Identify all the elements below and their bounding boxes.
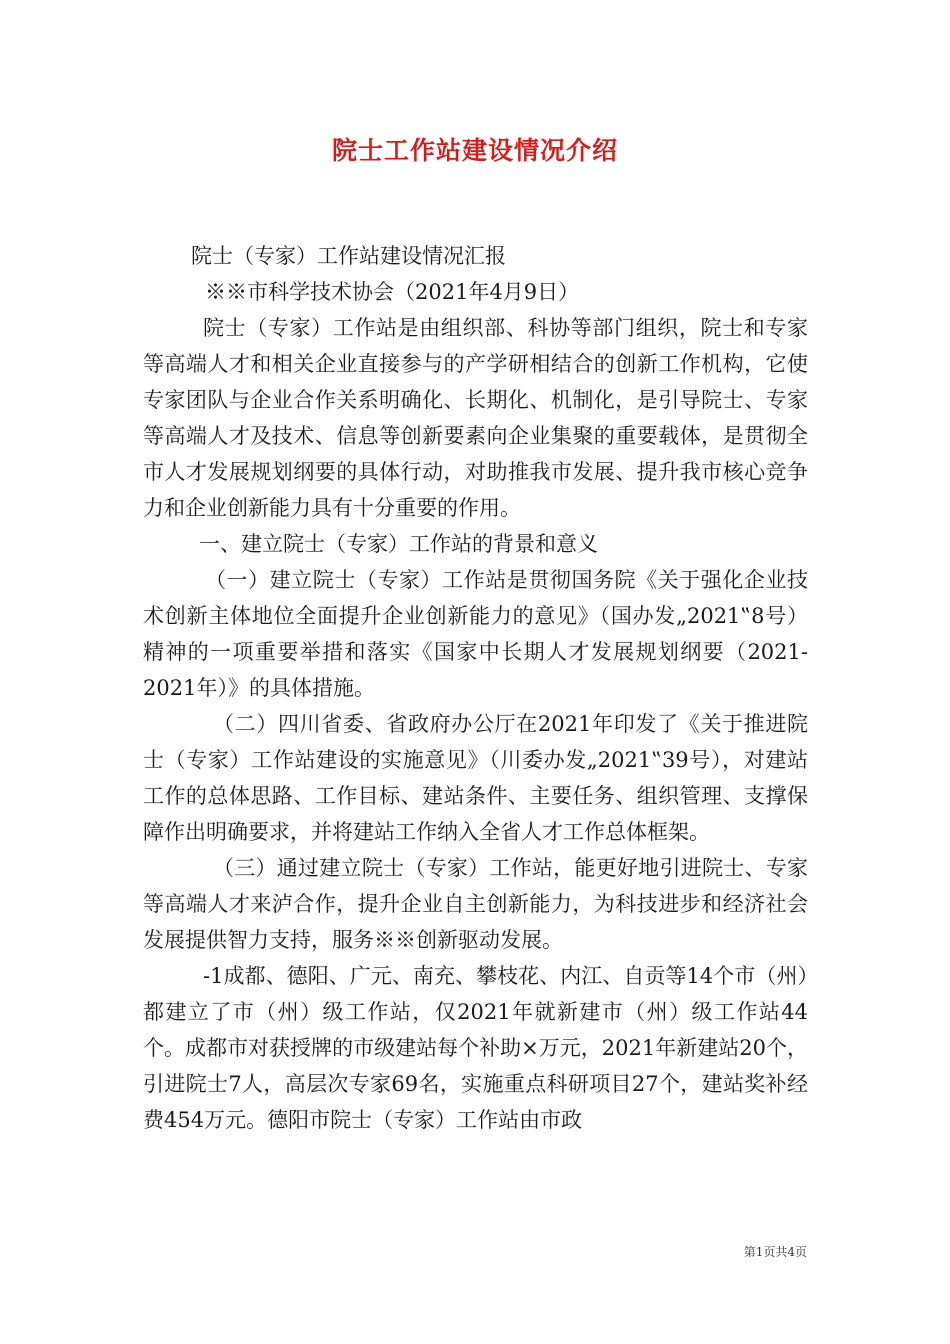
- report-source-date: ※※市科学技术协会（2021年4月9日）: [205, 280, 580, 304]
- intro-paragraph: 院士（专家）工作站是由组织部、科协等部门组织，院士和专家等高端人才和相关企业直接参与的产学研相结合的创新工作机构，它使专家团队与企业合作关系明确化、长期化、机制化，是引导院士、专家等高端人才及技术、信息等创新要素向企业集聚的重要载体，是贯彻全市人才发展规划纲要的具体行动，对助推我市发展、提升我市核心竞争力和企业创新能力具有十分重要的作用。: [143, 316, 808, 520]
- section-1-item-3: （三）通过建立院士（专家）工作站，能更好地引进院士、专家等高端人才来泸合作，提升企业自主创新能力，为科技进步和经济社会发展提供智力支持，服务※※创新驱动发展。: [143, 856, 808, 952]
- document-body: [143, 238, 808, 1138]
- document-title: 院士工作站建设情况介绍: [331, 136, 618, 165]
- section-1-item-2: （二）四川省委、省政府办公厅在2021年印发了《关于推进院士（专家）工作站建设的实施意见》（川委办发„2021‟39号），对建站工作的总体思路、工作目标、建站条件、主要任务、组织管理、支撑保障作出明确要求，并将建站工作纳入全省人才工作总体框架。: [143, 712, 808, 844]
- page-number: 第1页共4页: [743, 1245, 807, 1259]
- report-heading: 院士（专家）工作站建设情况汇报: [191, 244, 506, 268]
- section-heading-1: 一、建立院士（专家）工作站的背景和意义: [199, 532, 598, 556]
- section-1-item-1: （一）建立院士（专家）工作站是贯彻国务院《关于强化企业技术创新主体地位全面提升企业创新能力的意见》（国办发„2021‟8号）精神的一项重要举措和落实《国家中长期人才发展规划纲要（2021-2021年）》的具体措施。: [143, 568, 808, 700]
- region-status-paragraph: -1成都、德阳、广元、南充、攀枝花、内江、自贡等14个市（州）都建立了市（州）级工作站，仅2021年就新建市（州）级工作站44个。成都市对获授牌的市级建站每个补助×万元，2021年新建站20个，引进院士7人，高层次专家69名，实施重点科研项目27个，建站奖补经费454万元。德阳市院士（专家）工作站由市政: [143, 964, 808, 1132]
